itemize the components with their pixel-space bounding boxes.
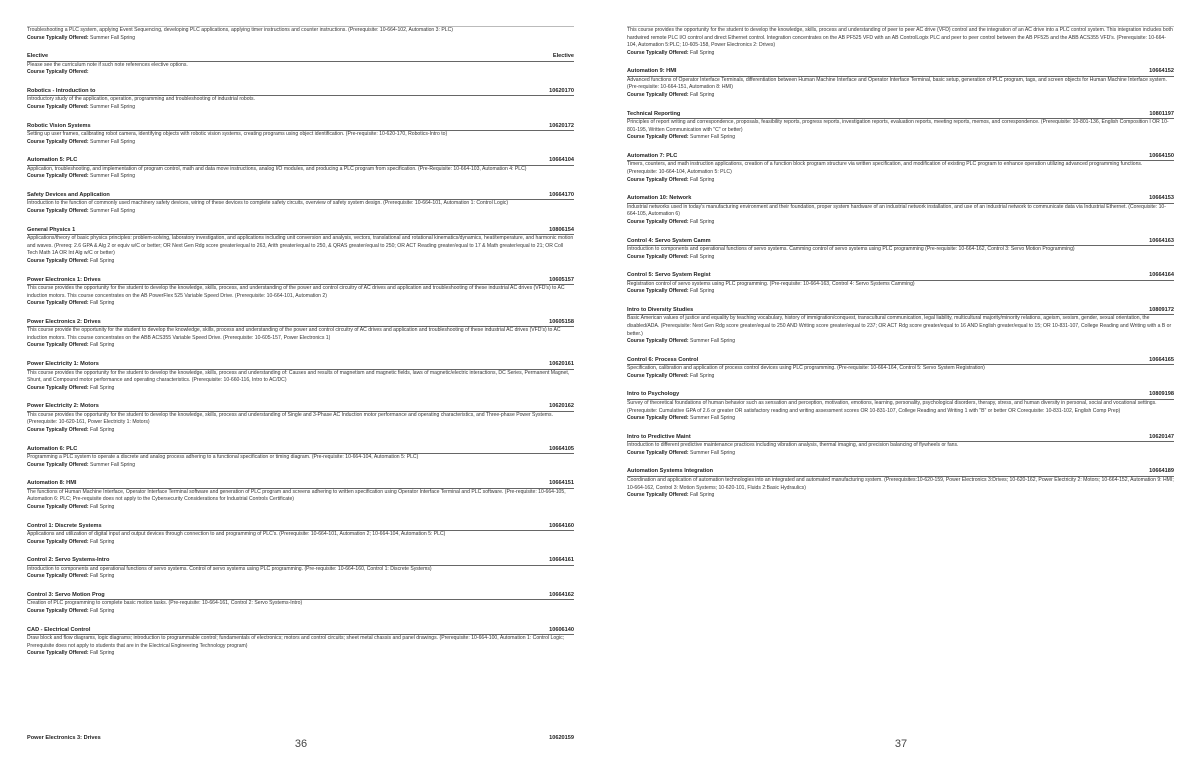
course-entry <box>627 67 1174 99</box>
course-title: Safety Devices and Application <box>27 191 110 198</box>
course-offered: Course Typically Offered: Summer Fall Spring <box>27 461 136 468</box>
course-description: Applications/theory of basic physics principles: problem-solving, laboratory investigation, and applications including unit conversion and analysis, vectors, translational and rotational kinematics/dynamics, heat/temperature, and harmonic motion and waves. (Prereq: 2.6 GPA & Alg 2 or equiv w/C or better; OR Next Gen Rdg score greater/equal to 263, Arith greater/equal to 250, & QRAS greater/equal to 250; OR ACT Reading greater/equal to 17 & Math greater/equal to 21; OR Coll Tech Math 1A OR Int Alg w/C or better) <box>27 235 574 257</box>
course-code: 10605157 <box>549 276 574 283</box>
course-title: Elective <box>27 53 49 60</box>
course-description: This course provides the opportunity for the student to develop the knowledge, skills, process and understanding of Single and 3-Phase AC Induction motor performance and operating characteristics, and Three-phase Power Systems. (Prerequisite: 10-620-161, Power Electricity 1: Motors) <box>27 411 553 426</box>
course-header <box>27 556 574 566</box>
course-header <box>27 276 574 286</box>
course-offered: Course Typically Offered: Summer Fall Spring <box>627 449 736 456</box>
course-entry <box>27 591 574 616</box>
course-code: 10664170 <box>549 191 574 198</box>
course-header <box>27 591 574 601</box>
course-description: Registration control of servo systems using PLC programming. (Pre-requisite: 10-664-163, Control 4: Servo Systems Camming) <box>627 280 915 287</box>
course-header <box>627 467 1174 477</box>
course-entry <box>27 445 574 470</box>
course-title: Intro to Psychology <box>627 391 680 398</box>
course-header <box>27 318 574 328</box>
course-description: Introduction to components and operational functions of servo systems. Camming control of servo systems using PLC programming (Pre-requisite: 10-664-162, Control 3: Servo Motion Programming) <box>627 246 1075 252</box>
course-title: Control 3: Servo Motion Prog <box>27 591 105 598</box>
course-entry <box>627 110 1174 142</box>
course-offered: Course Typically Offered: Fall Spring <box>627 492 715 499</box>
course-description: The functions of Human Machine Interface, Operator Interface Terminal software and generation of PLC program and screens adhering to written specification using Operator Interface Terminal and PLC software. (Pre-requisite: 10-664-105, Automation 6: PLC; Pre-requisite does not apply to the Cybersecurity Considerations for Industrial Controls Certificate) <box>27 488 566 503</box>
course-entry <box>627 194 1174 226</box>
page-37 <box>600 0 1200 776</box>
course-header <box>627 194 1174 204</box>
course-title: Automation 8: HMI <box>27 480 77 487</box>
course-header <box>627 152 1174 162</box>
course-header <box>627 67 1174 77</box>
course-header <box>627 390 1174 400</box>
course-title: Control 1: Discrete Systems <box>27 522 102 529</box>
course-title: Technical Reporting <box>627 110 681 117</box>
course-code: 10664160 <box>549 522 574 529</box>
course-offered: Course Typically Offered: Fall Spring <box>627 288 715 295</box>
course-header <box>27 402 574 412</box>
course-title: Automation 5: PLC <box>27 157 78 164</box>
course-header <box>627 306 1174 316</box>
course-offered: Course Typically Offered: Fall Spring <box>27 504 115 510</box>
course-title: Robotics - Introduction to <box>27 87 96 94</box>
course-offered: Course Typically Offered: Summer Fall Spring <box>27 208 136 215</box>
course-offered: Course Typically Offered: Summer Fall Spring <box>27 138 136 145</box>
course-header <box>27 226 574 236</box>
course-description: Application, troubleshooting, and implementation of program control, math and data move instructions, analog I/O modules, and producing a PLC program from specification. (Pre-Requisite: 10-664-103, Automation 4: PLC) <box>27 165 527 172</box>
course-entry <box>627 306 1174 346</box>
left-column <box>27 27 574 668</box>
course-description: Introductory study of the application, operation, programming and troubleshooting of industrial robots. <box>27 96 255 103</box>
course-code: 10620172 <box>549 122 574 129</box>
course-offered: Course Typically Offered: Fall Spring <box>27 538 115 545</box>
course-offered: Course Typically Offered: Summer Fall Spring <box>27 34 136 41</box>
course-description: Applications and utilization of digital input and output devices through connection to and programming of PLC's. (Prerequisite: 10-664-101, Automation 2; 10-664-104, Automation 5: PLC) <box>27 531 446 538</box>
course-offered: Course Typically Offered: Fall Spring <box>627 218 715 225</box>
course-header <box>27 626 574 636</box>
course-offered: Course Typically Offered: Fall Spring <box>27 650 115 657</box>
course-description: Please see the curriculum note if such note references elective options. <box>27 61 188 68</box>
course-code: 10620170 <box>549 87 574 94</box>
course-entry <box>27 626 574 658</box>
course-description: Draw block and flow diagrams, logic diagrams; introduction to programmable control; fundamentals of electronics; motors and control circuits; sheet metal chassis and panel drawings. (Prerequisite: 10-664-100, Automation 1: Control Logic; Prerequisite does not apply to students that are in the Electrical Engineering Technology program) <box>27 635 565 649</box>
course-header <box>27 360 574 370</box>
course-offered: Course Typically Offered: Fall Spring <box>627 176 715 183</box>
course-description: This course provides the opportunity for the student to develop the knowledge, skills, process, and understanding of the power and control circuitry of AC drives and application and troubleshooting of these industrial AC drives (VFD's) to AC induction motors. This course concentrates on the AB PowerFlex 525 Variable Speed Drive. (Prerequisite: 10-664-101, Automation 2) <box>27 285 565 299</box>
course-code: 10664104 <box>549 157 574 164</box>
course-header <box>627 110 1174 120</box>
course-title: Power Electricity 1: Motors <box>27 361 99 368</box>
course-entry <box>27 360 574 392</box>
course-offered: Course Typically Offered: <box>27 69 89 76</box>
course-code: 10664150 <box>1149 152 1174 159</box>
course-description: Introduction to different predictive maintenance practices including vibration analysis, thermal imaging, and precision balancing of flywheels or fans. <box>627 442 959 449</box>
course-description: Specification, calibration and application of process control devices using PLC programming. (Pre-requisite: 10-664-164, Control 5: Servo System Registration) <box>627 365 985 372</box>
course-entry <box>627 237 1174 262</box>
course-header <box>627 356 1174 366</box>
course-offered: Course Typically Offered: Fall Spring <box>27 300 115 307</box>
course-entry <box>627 390 1174 422</box>
course-offered: Course Typically Offered: Summer Fall Spring <box>27 103 136 110</box>
course-header <box>27 122 574 132</box>
course-description: Creation of PLC programming to complete basic motion tasks. (Pre-requisite: 10-664-161, Control 2: Servo Systems-Intro) <box>27 600 303 607</box>
course-code: 10664189 <box>1149 468 1174 475</box>
course-description: Coordination and application of automation technologies into an integrated and automated manufacturing system. (Prerequisites:10-620-159, Power Electronics 3:Drives; 10-620-162, Power Electricity 2: Motors; 10-664-152, Automation 9: HMI; 10-664-162, Control 3: Motion Systems; 10-620-101, Fluids 2:Basic Hydraulics) <box>627 476 1174 491</box>
course-entry <box>27 156 574 181</box>
course-code: 10664161 <box>549 557 574 564</box>
course-description: Principles of report writing and correspondence, proposals, feasibility reports, progress reports, investigation reports, evaluation reports, meeting reports, memos, and correspondence. (Prerequisite: 10-801-136, English Composition I OR 10-801-195, Written Communication with "C" or better) <box>627 119 1169 133</box>
course-code: 10664165 <box>1149 356 1174 363</box>
course-description: This course provides the opportunity for the student to develop the knowledge, skills, process and understanding of peer to peer AC drive (VFD) control and the integration of an AC drive into a PLC control system. This integration includes both hardwired remote PLC I/O control and direct Ethernet control. Integration concentrates on the AB PF525 VFD with an AB ControlLogix PLC and peer to peer control between the AB PF525 and the ABB ACS355 VFD's. (Prerequisite: 10-664-104, Automation 5:PLC; 10-605-158, Power Electronics 2: Drives) <box>627 27 1173 49</box>
course-title: Automation 6: PLC <box>27 445 78 452</box>
course-entry <box>27 479 574 511</box>
course-entry <box>27 318 574 350</box>
course-title: Intro to Predictive Maint <box>627 433 691 440</box>
course-code: 10664153 <box>1149 195 1174 202</box>
course-description: Introduction to components and operational functions of servo systems. Control of servo systems using PLC programming. (Pre-requisite: 10-664-160, Control 1: Discrete Systems) <box>27 565 432 572</box>
course-code: 10620147 <box>1149 433 1174 440</box>
course-code: 10809198 <box>1149 391 1174 398</box>
page-number: 36 <box>294 738 308 750</box>
course-offered: Course Typically Offered: Summer Fall Spring <box>627 415 736 422</box>
course-title: Automation 10: Network <box>627 195 692 202</box>
course-title: Power Electronics 3: Drives <box>27 735 101 741</box>
course-code: 10606140 <box>549 626 574 633</box>
right-column <box>627 27 1174 510</box>
course-offered: Course Typically Offered: Fall Spring <box>27 342 115 349</box>
course-description: Troubleshooting a PLC system, applying Event Sequencing, developing PLC applications, applying timer instructions and counter instructions. (Prerequisite: 10-664-102, Automation 3: PLC) <box>27 27 453 33</box>
course-entry <box>27 226 574 266</box>
course-title: Control 5: Servo System Regist <box>627 272 711 279</box>
course-offered: Course Typically Offered: Fall Spring <box>627 253 715 260</box>
course-offered: Course Typically Offered: Summer Fall Spring <box>627 338 736 345</box>
course-title: Control 6: Process Control <box>627 356 699 363</box>
course-offered: Course Typically Offered: Fall Spring <box>27 257 115 264</box>
course-entry <box>27 52 574 77</box>
course-code: 10664162 <box>549 591 574 598</box>
course-description: Advanced functions of Operator Interface Terminals, differentiation between Human Machine Interface and Operator Interface Terminal, basic setup, generation of PLC program, tags, and screen objects for Human Machine Interface system. (Pre-requisite: 10-664-151, Automation 8: HMI) <box>627 76 1167 91</box>
course-offered: Course Typically Offered: Fall Spring <box>627 92 715 99</box>
course-description: This course provides the opportunity for the student to develop the knowledge, skills, process and understanding of: Causes and results of magnetism and magnetic fields, laws of magnetic/electric interactions, DC Series, Permanent Magnet, Shunt, and Compound motor performance and operating characteristics. (Prerequisite: 10-660-116, Intro to AC/DC) <box>27 369 570 384</box>
course-code: 10620161 <box>549 361 574 368</box>
course-title: Control 2: Servo Systems-Intro <box>27 557 110 564</box>
course-description: This course provide the opportunity for the student to develop the knowledge, skills, process and understanding of the power and control circuitry of AC drives and application and troubleshooting of these industrial AC drives (VFD's) to AC induction motors. This course concentrates on the ABB ACS355 Variable Speed Drive. (Prerequisite: 10-605-157, Power Electronics 1) <box>27 327 561 341</box>
intro-entry <box>627 27 1174 57</box>
course-header <box>27 191 574 201</box>
course-code: 10664163 <box>1149 237 1174 244</box>
course-entry <box>627 356 1174 381</box>
course-code: 10664152 <box>1149 68 1174 75</box>
course-offered: Course Typically Offered: Fall Spring <box>627 372 715 379</box>
course-code: 10809172 <box>1149 306 1174 313</box>
course-header <box>27 479 574 489</box>
course-entry <box>27 522 574 547</box>
course-description: Survey of theoretical foundations of human behavior such as sensation and perception, motivation, emotions, learning, personality, psychological disorders, therapy, stress, and human diversity in personal, social and vocational settings. (Prerequisite: Cumulative GPA of 2.6 or greater OR satisfactory reading and writing assessment scores OR 10-831-107, College Reading and Writing 1 with "B" or better OR Corequisite: 10-831-102, English Comp Prep) <box>627 399 1157 414</box>
course-header <box>27 87 574 97</box>
course-description: Industrial networks used in today's manufacturing environment and their foundation, proper system hardware of an industrial network installation, and use of an industrial network to communicate data via Industrial Ethernet. (Corequisite: 10-664-105, Automation 6) <box>627 203 1166 218</box>
course-title: Power Electronics 1: Drives <box>27 276 101 283</box>
course-title: Automation 7: PLC <box>627 152 678 159</box>
course-code: 10620162 <box>549 403 574 410</box>
course-header <box>627 271 1174 281</box>
course-entry <box>627 467 1174 499</box>
course-offered: Course Typically Offered: Summer Fall Spring <box>27 173 136 180</box>
course-header <box>27 156 574 166</box>
intro-entry <box>27 27 574 42</box>
course-code: 10664151 <box>549 480 574 487</box>
course-header <box>27 445 574 455</box>
course-code: 10801197 <box>1149 110 1174 117</box>
course-description: Timers, counters, and math instruction applications, creation of a function block program structure via written specification, and modification of existing PLC program to enhance operation utilizing advanced programming functions. (Prerequisite: 10-664-104, Automation 5: PLC) <box>627 161 1143 176</box>
course-title: Power Electronics 2: Drives <box>27 318 101 325</box>
course-title: CAD - Electrical Control <box>27 626 91 633</box>
course-entry <box>27 276 574 308</box>
course-title: Automation 9: HMI <box>627 68 677 75</box>
course-entry <box>27 191 574 216</box>
course-entry <box>27 122 574 147</box>
course-header <box>627 237 1174 247</box>
course-description: Setting up user frames, calibrating robot camera, identifying objects with robotic vision systems, creating programs using object identification. (Pre-requisite: 10-620-170, Robotics-Intro to) <box>27 131 448 138</box>
course-title: General Physics 1 <box>27 226 76 233</box>
course-code: 10605158 <box>549 318 574 325</box>
course-offered: Course Typically Offered: Fall Spring <box>27 427 115 434</box>
course-header <box>627 433 1174 443</box>
course-title: Power Electricity 2: Motors <box>27 403 99 410</box>
course-code: 10664105 <box>549 445 574 452</box>
course-entry <box>27 402 574 434</box>
course-offered: Course Typically Offered: Fall Spring <box>27 608 115 615</box>
course-entry <box>27 556 574 581</box>
course-header <box>27 52 574 62</box>
course-description: Programming a PLC system to operate a discrete and analog process adhering to a functional specification or timing diagram. (Pre-requisite: 10-664-104, Automation 5: PLC) <box>27 454 419 461</box>
course-code: 10806154 <box>549 226 574 233</box>
course-code: 10664164 <box>1149 272 1174 279</box>
page-number: 37 <box>894 738 908 750</box>
course-title: Automation Systems Integration <box>627 468 714 475</box>
course-code: 10620159 <box>549 735 574 741</box>
course-entry <box>627 271 1174 296</box>
course-offered: Course Typically Offered: Fall Spring <box>27 573 115 580</box>
course-offered: Course Typically Offered: Fall Spring <box>627 49 715 56</box>
course-description: Introduction to the function of commonly used machinery safety devices, wiring of these devices to complete safety circuits, overview of safety system design. (Prerequisite: 10-664-101, Automation 1: Control Logic) <box>27 200 509 207</box>
course-offered: Course Typically Offered: Fall Spring <box>27 384 115 391</box>
course-entry <box>627 152 1174 184</box>
course-title: Control 4: Servo System Camm <box>627 237 711 244</box>
course-title: Intro to Diversity Studies <box>627 306 694 313</box>
course-header <box>27 522 574 532</box>
course-description: Basic American values of justice and equality by teaching vocabulary, history of immigration/conquest, transcultural communication, legal liability, multicultural majority/minority relations, ageism, sexism, gender, sexual orientation, the disabled/ADA. (Prerequisite: Next Gen Rdg score greater/equal to 250 AND Writing score greater/equal to 237; OR ACT Rdg score greater/equal to 16 AND English greater/equal to 15; OR 10-831-107, College Reading and Writing with a B or better.) <box>627 315 1172 337</box>
course-entry <box>27 87 574 112</box>
course-code: Elective <box>552 53 574 60</box>
course-title: Robotic Vision Systems <box>27 122 91 129</box>
course-offered: Course Typically Offered: Summer Fall Spring <box>627 134 736 141</box>
course-entry <box>627 433 1174 458</box>
